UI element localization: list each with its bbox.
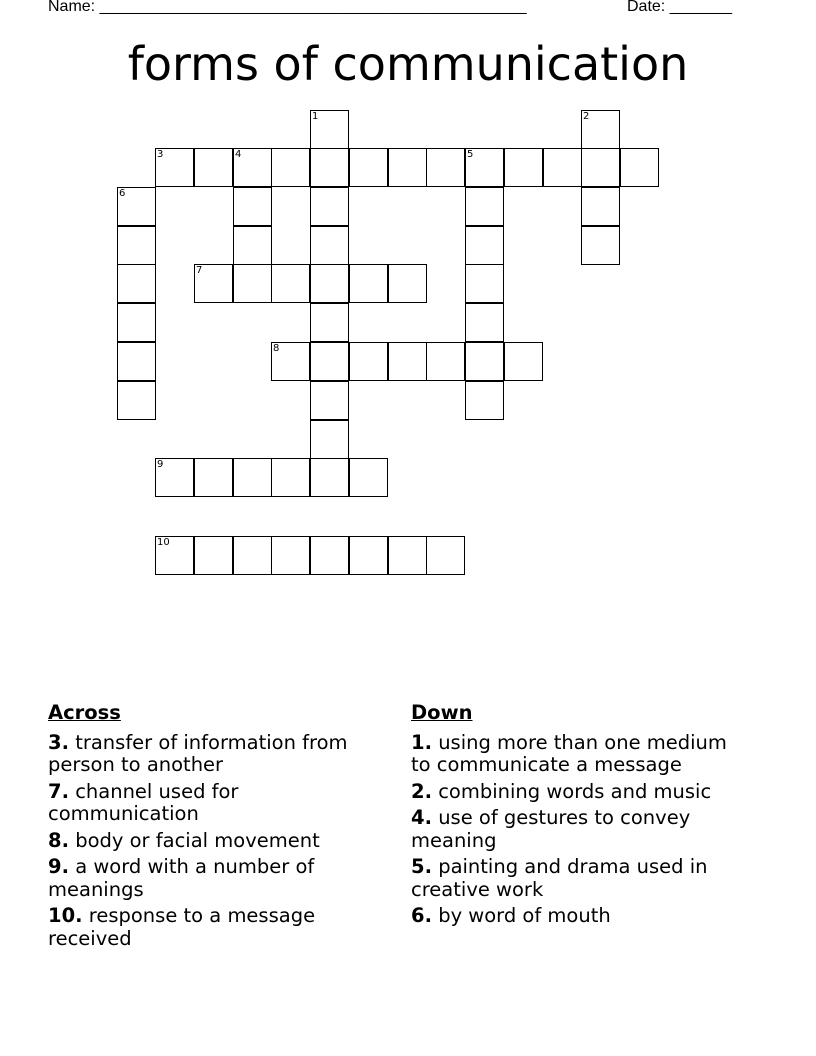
crossword-cell[interactable] bbox=[117, 381, 156, 420]
clue-number: 9. bbox=[48, 855, 69, 878]
across-clue-7 bbox=[48, 781, 388, 826]
clue-text: using more than one medium to communicate a message bbox=[411, 730, 727, 776]
crossword-cell[interactable] bbox=[620, 148, 659, 187]
crossword-cell[interactable] bbox=[310, 264, 349, 303]
crossword-cell[interactable] bbox=[117, 264, 156, 303]
clue-number: 2. bbox=[411, 779, 432, 803]
crossword-cell[interactable] bbox=[271, 458, 310, 497]
crossword-cell[interactable] bbox=[155, 458, 194, 497]
crossword-cell[interactable] bbox=[233, 187, 272, 226]
clue-number: 1. bbox=[411, 730, 432, 754]
clue-number-label: 7 bbox=[196, 265, 203, 276]
across-clues bbox=[48, 702, 388, 954]
crossword-cell[interactable] bbox=[155, 536, 194, 575]
crossword-cell[interactable] bbox=[426, 148, 465, 187]
crossword-cell[interactable] bbox=[310, 303, 349, 342]
clue-number: 8. bbox=[48, 828, 69, 852]
crossword-cell[interactable] bbox=[271, 342, 310, 381]
clue-number: 5. bbox=[411, 855, 432, 878]
crossword-cell[interactable] bbox=[349, 264, 388, 303]
page-title: forms of communication bbox=[127, 37, 689, 91]
crossword-cell[interactable] bbox=[349, 342, 388, 381]
crossword-cell[interactable] bbox=[388, 342, 427, 381]
clue-number-label: 1 bbox=[312, 111, 319, 122]
crossword-cell[interactable] bbox=[581, 226, 620, 265]
crossword-cell[interactable] bbox=[581, 110, 620, 149]
crossword-cell[interactable] bbox=[155, 148, 194, 187]
crossword-cell[interactable] bbox=[349, 148, 388, 187]
crossword-cell[interactable] bbox=[233, 226, 272, 265]
crossword-cell[interactable] bbox=[233, 536, 272, 575]
clue-text: response to a message received bbox=[48, 904, 316, 950]
clue-number-label: 3 bbox=[157, 149, 164, 160]
clue-number: 10. bbox=[48, 904, 83, 927]
crossword-cell[interactable] bbox=[465, 303, 504, 342]
clue-number-label: 8 bbox=[273, 343, 280, 354]
crossword-cell[interactable] bbox=[388, 264, 427, 303]
crossword-cell[interactable] bbox=[310, 110, 349, 149]
crossword-cell[interactable] bbox=[581, 187, 620, 226]
clue-number: 3. bbox=[48, 730, 69, 754]
clue-text: a word with a number of meanings bbox=[48, 855, 315, 901]
crossword-cell[interactable] bbox=[271, 536, 310, 575]
crossword-cell[interactable] bbox=[349, 536, 388, 575]
crossword-cell[interactable] bbox=[310, 536, 349, 575]
date-field[interactable]: Date: _______ bbox=[627, 0, 732, 15]
crossword-cell[interactable] bbox=[465, 381, 504, 420]
crossword-cell[interactable] bbox=[388, 536, 427, 575]
crossword-cell[interactable] bbox=[117, 342, 156, 381]
crossword-cell[interactable] bbox=[271, 264, 310, 303]
crossword-cell[interactable] bbox=[310, 342, 349, 381]
crossword-cell[interactable] bbox=[233, 148, 272, 187]
crossword-cell[interactable] bbox=[310, 381, 349, 420]
across-clue-10 bbox=[48, 905, 388, 950]
clue-number: 4. bbox=[411, 806, 432, 829]
crossword-cell[interactable] bbox=[543, 148, 582, 187]
crossword-cell[interactable] bbox=[310, 420, 349, 459]
clue-text: combining words and music bbox=[438, 779, 712, 803]
crossword-cell[interactable] bbox=[426, 342, 465, 381]
clue-number-label: 9 bbox=[157, 459, 164, 470]
down-clue-5 bbox=[411, 856, 751, 901]
crossword-cell[interactable] bbox=[117, 303, 156, 342]
clue-text: transfer of information from person to another bbox=[48, 730, 348, 776]
crossword-cell[interactable] bbox=[465, 187, 504, 226]
clue-text: channel used for communication bbox=[48, 779, 239, 825]
across-clue-9 bbox=[48, 856, 388, 901]
crossword-cell[interactable] bbox=[310, 226, 349, 265]
name-field[interactable]: Name: ________________________________________________ bbox=[48, 0, 527, 15]
crossword-cell[interactable] bbox=[504, 342, 543, 381]
clue-text: use of gestures to convey meaning bbox=[411, 806, 691, 852]
clue-number-label: 6 bbox=[119, 188, 126, 199]
crossword-cell[interactable] bbox=[388, 148, 427, 187]
across-clue-3 bbox=[48, 732, 388, 777]
down-clue-1 bbox=[411, 732, 751, 777]
crossword-cell[interactable] bbox=[581, 148, 620, 187]
down-clue-6 bbox=[411, 905, 751, 928]
crossword-cell[interactable] bbox=[465, 342, 504, 381]
down-heading: Down bbox=[411, 701, 473, 724]
clue-number: 6. bbox=[411, 904, 432, 927]
clue-text: by word of mouth bbox=[438, 904, 611, 927]
clue-number-label: 4 bbox=[235, 149, 242, 160]
crossword-cell[interactable] bbox=[194, 264, 233, 303]
crossword-cell[interactable] bbox=[194, 458, 233, 497]
across-clue-8 bbox=[48, 830, 388, 853]
crossword-cell[interactable] bbox=[310, 458, 349, 497]
clue-text: body or facial movement bbox=[75, 828, 320, 852]
crossword-cell[interactable] bbox=[194, 536, 233, 575]
clue-text: painting and drama used in creative work bbox=[411, 855, 708, 901]
clue-number: 7. bbox=[48, 779, 69, 803]
crossword-cell[interactable] bbox=[194, 148, 233, 187]
crossword-cell[interactable] bbox=[233, 264, 272, 303]
crossword-cell[interactable] bbox=[465, 148, 504, 187]
crossword-cell[interactable] bbox=[117, 187, 156, 226]
crossword-cell[interactable] bbox=[310, 148, 349, 187]
clue-number-label: 2 bbox=[583, 111, 590, 122]
clue-number-label: 5 bbox=[467, 149, 474, 160]
crossword-cell[interactable] bbox=[271, 148, 310, 187]
crossword-cell[interactable] bbox=[117, 226, 156, 265]
down-clue-2 bbox=[411, 781, 751, 804]
crossword-cell[interactable] bbox=[310, 187, 349, 226]
crossword-cell[interactable] bbox=[349, 458, 388, 497]
down-clues bbox=[411, 702, 751, 932]
crossword-cell[interactable] bbox=[426, 536, 465, 575]
crossword-cell[interactable] bbox=[504, 148, 543, 187]
down-clue-4 bbox=[411, 807, 751, 852]
crossword-cell[interactable] bbox=[465, 226, 504, 265]
clue-number-label: 10 bbox=[157, 537, 170, 548]
across-heading: Across bbox=[48, 701, 121, 724]
crossword-cell[interactable] bbox=[233, 458, 272, 497]
crossword-cell[interactable] bbox=[465, 264, 504, 303]
